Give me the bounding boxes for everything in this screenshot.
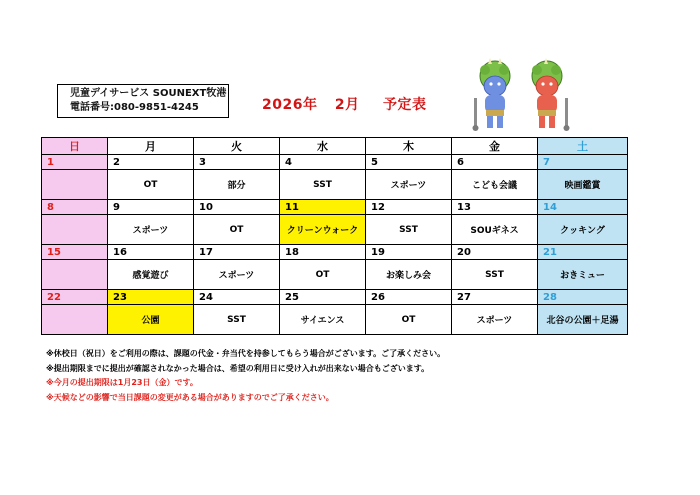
weekday-sun: 日 [42, 138, 108, 155]
date-cell: 6 [452, 155, 538, 170]
activity-cell: OT [194, 215, 280, 245]
week-1-dates [42, 155, 628, 170]
weekday-sat: 土 [538, 138, 628, 155]
weekday-fri: 金 [452, 138, 538, 155]
date-cell: 19 [366, 245, 452, 260]
weekday-wed: 水 [280, 138, 366, 155]
note-deadline-date: ※今月の提出期限は1月23日（金）です。 [46, 378, 198, 387]
notes-section [46, 347, 445, 405]
activity-cell: SST [194, 305, 280, 335]
date-cell: 27 [452, 290, 538, 305]
facility-phone: 電話番号:080-9851-4245 [70, 102, 199, 113]
date-cell: 23 [108, 290, 194, 305]
weekday-tue: 火 [194, 138, 280, 155]
date-cell: 1 [42, 155, 108, 170]
date-cell: 14 [538, 200, 628, 215]
facility-info-box [57, 84, 229, 118]
activity-cell: こども会議 [452, 170, 538, 200]
date-cell: 17 [194, 245, 280, 260]
activity-cell [42, 170, 108, 200]
note-holiday: ※休校日（祝日）をご利用の際は、課題の代金・弁当代を持参してもらう場合がございます。ご了承ください。 [46, 349, 446, 358]
date-cell: 3 [194, 155, 280, 170]
weekday-thu: 木 [366, 138, 452, 155]
activity-cell [42, 305, 108, 335]
week-3-activities [42, 260, 628, 290]
activity-cell [42, 260, 108, 290]
activity-cell: スポーツ [108, 215, 194, 245]
blue-oni-mascot-icon [473, 58, 511, 131]
note-deadline-policy: ※提出期限までに提出が確認されなかった場合は、希望の利用日に受け入れが出来ない場合もございます。 [46, 363, 430, 373]
date-cell: 20 [452, 245, 538, 260]
activity-cell: スポーツ [452, 305, 538, 335]
date-cell: 7 [538, 155, 628, 170]
activity-cell: 感覚遊び [108, 260, 194, 290]
date-cell: 24 [194, 290, 280, 305]
date-cell: 5 [366, 155, 452, 170]
date-cell: 22 [42, 290, 108, 305]
weekday-mon: 月 [108, 138, 194, 155]
note-weather: ※天候などの影響で当日課題の変更がある場合がありますのでご了承ください。 [46, 392, 334, 402]
date-cell: 9 [108, 200, 194, 215]
red-oni-mascot-icon [532, 58, 570, 131]
week-4-activities [42, 305, 628, 335]
facility-name: 児童デイサービス SOUNEXT牧港 [70, 88, 227, 99]
date-cell: 25 [280, 290, 366, 305]
activity-cell: お楽しみ会 [366, 260, 452, 290]
calendar-table [41, 137, 628, 335]
activity-cell: SST [366, 215, 452, 245]
date-cell: 15 [42, 245, 108, 260]
week-2-dates [42, 200, 628, 215]
activity-cell: スポーツ [366, 170, 452, 200]
week-2-activities [42, 215, 628, 245]
activity-cell: クッキング [538, 215, 628, 245]
mascots-illustration [468, 58, 576, 140]
activity-cell: OT [366, 305, 452, 335]
activity-cell: 公園 [108, 305, 194, 335]
date-cell: 28 [538, 290, 628, 305]
date-cell: 18 [280, 245, 366, 260]
title-label: 予定表 [382, 97, 427, 113]
date-cell: 12 [366, 200, 452, 215]
activity-cell [42, 215, 108, 245]
date-cell: 10 [194, 200, 280, 215]
date-cell: 2 [108, 155, 194, 170]
activity-cell: 映画鑑賞 [538, 170, 628, 200]
date-cell: 26 [366, 290, 452, 305]
week-3-dates [42, 245, 628, 260]
activity-cell: OT [280, 260, 366, 290]
activity-cell: 部分 [194, 170, 280, 200]
week-4-dates [42, 290, 628, 305]
title-month: 2月 [334, 97, 360, 113]
activity-cell: SST [280, 170, 366, 200]
activity-cell: SOUギネス [452, 215, 538, 245]
activity-cell: スポーツ [194, 260, 280, 290]
activity-cell: 北谷の公園＋足湯 [538, 305, 628, 335]
activity-cell: クリーンウォーク [280, 215, 366, 245]
activity-cell: おきミュー [538, 260, 628, 290]
title-year: 2026年 [262, 97, 318, 113]
date-cell: 4 [280, 155, 366, 170]
date-cell: 11 [280, 200, 366, 215]
weekday-header-row [42, 138, 628, 155]
date-cell: 13 [452, 200, 538, 215]
activity-cell: OT [108, 170, 194, 200]
activity-cell: サイエンス [280, 305, 366, 335]
page-title [262, 94, 426, 114]
date-cell: 8 [42, 200, 108, 215]
date-cell: 21 [538, 245, 628, 260]
week-1-activities [42, 170, 628, 200]
date-cell: 16 [108, 245, 194, 260]
activity-cell: SST [452, 260, 538, 290]
